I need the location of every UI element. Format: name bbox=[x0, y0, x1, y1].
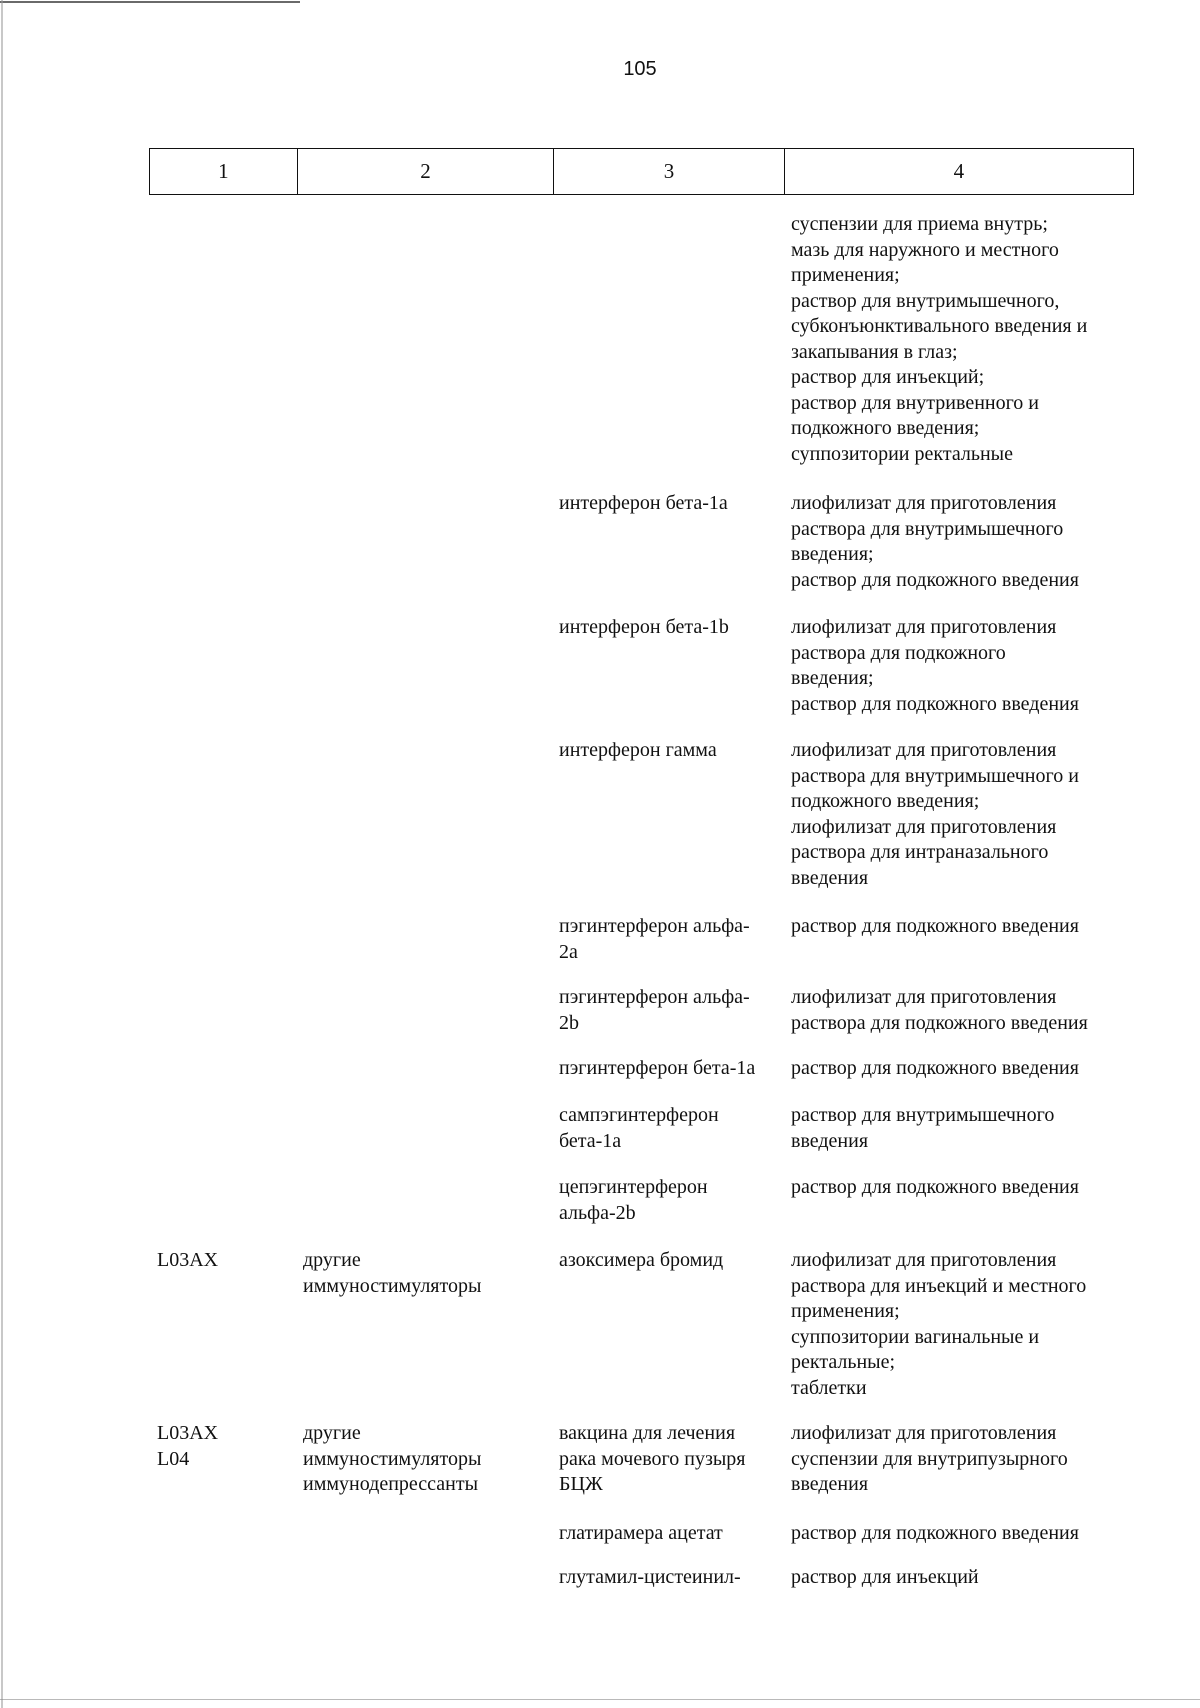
cell-substance bbox=[559, 738, 717, 764]
cell-dosage-forms bbox=[791, 1521, 1079, 1547]
cell-line: бета-1a bbox=[559, 1129, 622, 1152]
cell-line: применения; bbox=[791, 1300, 900, 1322]
cell-line: лиофилизат для приготовления bbox=[791, 616, 1057, 638]
cell-line: применения; bbox=[791, 264, 900, 286]
column-header-2: 2 bbox=[298, 149, 554, 194]
cell-substance bbox=[559, 1056, 755, 1082]
cell-line: раствор для подкожного введения bbox=[791, 1522, 1079, 1544]
cell-line: введения bbox=[791, 1473, 869, 1495]
cell-line: пэгинтерферон альфа- bbox=[559, 915, 750, 937]
cell-line: суспензии для внутрипузырного bbox=[791, 1447, 1068, 1470]
cell-line: альфа-2b bbox=[559, 1201, 636, 1224]
cell-substance bbox=[559, 491, 728, 517]
cell-line: пэгинтерферон бета-1a bbox=[559, 1057, 756, 1079]
cell-dosage-forms bbox=[791, 491, 1079, 593]
cell-line: раствор для подкожного введения bbox=[791, 692, 1079, 715]
cell-dosage-forms bbox=[791, 1565, 979, 1591]
cell-line: субконъюнктивального введения и bbox=[791, 315, 1088, 337]
cell-line: раствор для инъекций bbox=[791, 1566, 979, 1588]
cell-dosage-forms bbox=[791, 1248, 1086, 1401]
cell-line: другие bbox=[303, 1249, 361, 1271]
cell-line: БЦЖ bbox=[559, 1473, 603, 1495]
cell-line: раствора для внутримышечного и bbox=[791, 764, 1079, 787]
cell-line: L03AX bbox=[157, 1249, 219, 1271]
cell-line: азоксимера бромид bbox=[559, 1249, 724, 1271]
cell-dosage-forms bbox=[791, 738, 1079, 891]
cell-line: L04 bbox=[157, 1447, 190, 1470]
cell-line: введения; bbox=[791, 543, 874, 565]
cell-line: раствор для подкожного введения bbox=[791, 568, 1079, 591]
cell-group bbox=[303, 1248, 481, 1299]
cell-line: иммуностимуляторы bbox=[303, 1274, 482, 1297]
scan-edge-left bbox=[1, 0, 3, 1708]
cell-line: лиофилизат для приготовления bbox=[791, 815, 1057, 838]
cell-line: глутамил-цистеинил- bbox=[559, 1566, 741, 1588]
scan-edge-top bbox=[0, 1, 300, 3]
cell-line: суппозитории вагинальные и bbox=[791, 1325, 1040, 1348]
cell-substance bbox=[559, 1421, 746, 1498]
cell-line: лиофилизат для приготовления bbox=[791, 739, 1057, 761]
cell-line: мазь для наружного и местного bbox=[791, 238, 1059, 261]
cell-line: раствора для подкожного bbox=[791, 641, 1006, 664]
cell-dosage-forms bbox=[791, 615, 1079, 717]
cell-line: раствор для инъекций; bbox=[791, 366, 985, 388]
cell-line: L03AX bbox=[157, 1422, 219, 1444]
cell-line: раствор для внутримышечного bbox=[791, 1104, 1055, 1126]
cell-dosage-forms bbox=[791, 914, 1079, 940]
cell-line: сампэгинтерферон bbox=[559, 1104, 719, 1126]
cell-line: иммунодепрессанты bbox=[303, 1473, 479, 1495]
cell-dosage-forms bbox=[791, 1056, 1079, 1082]
cell-line: раствора для инъекций и местного bbox=[791, 1274, 1087, 1297]
cell-line: суппозитории ректальные bbox=[791, 442, 1013, 465]
cell-line: подкожного введения; bbox=[791, 417, 980, 439]
cell-line: раствора для интраназального bbox=[791, 841, 1049, 863]
cell-line: введения; bbox=[791, 667, 874, 689]
cell-line: раствор для внутримышечного, bbox=[791, 289, 1060, 312]
cell-line: интерферон бета-1b bbox=[559, 616, 729, 638]
cell-line: введения bbox=[791, 866, 869, 889]
cell-line: лиофилизат для приготовления bbox=[791, 1422, 1057, 1444]
cell-line: 2b bbox=[559, 1011, 579, 1034]
cell-line: суспензии для приема внутрь; bbox=[791, 213, 1048, 235]
cell-line: подкожного введения; bbox=[791, 790, 980, 812]
cell-line: пэгинтерферон альфа- bbox=[559, 986, 750, 1008]
cell-line: таблетки bbox=[791, 1376, 867, 1399]
cell-line: ректальные; bbox=[791, 1351, 896, 1373]
cell-line: раствор для подкожного введения bbox=[791, 1057, 1079, 1079]
cell-code bbox=[157, 1421, 218, 1472]
cell-line: глатирамера ацетат bbox=[559, 1522, 723, 1544]
cell-line: иммуностимуляторы bbox=[303, 1447, 482, 1470]
cell-line: цепэгинтерферон bbox=[559, 1176, 708, 1198]
cell-dosage-forms bbox=[791, 1175, 1079, 1201]
cell-line: введения bbox=[791, 1129, 869, 1152]
cell-line: 2a bbox=[559, 940, 578, 963]
cell-substance bbox=[559, 1565, 741, 1591]
cell-substance bbox=[559, 1248, 723, 1274]
cell-group bbox=[303, 1421, 481, 1498]
cell-substance bbox=[559, 914, 750, 965]
cell-line: раствора для внутримышечного bbox=[791, 517, 1064, 540]
cell-dosage-forms bbox=[791, 985, 1088, 1036]
cell-substance bbox=[559, 985, 750, 1036]
page-number: 105 bbox=[623, 58, 657, 80]
cell-substance bbox=[559, 615, 729, 641]
cell-line: раствор для подкожного введения bbox=[791, 1176, 1079, 1198]
cell-dosage-forms bbox=[791, 212, 1087, 467]
scan-edge-bottom bbox=[0, 1699, 1200, 1700]
cell-line: вакцина для лечения bbox=[559, 1422, 736, 1444]
cell-line: раствор для внутривенного и bbox=[791, 391, 1040, 414]
cell-substance bbox=[559, 1175, 708, 1226]
cell-dosage-forms bbox=[791, 1421, 1068, 1498]
cell-line: интерферон бета-1a bbox=[559, 492, 728, 514]
column-header-3: 3 bbox=[554, 149, 785, 194]
cell-line: лиофилизат для приготовления bbox=[791, 986, 1057, 1008]
cell-line: закапывания в глаз; bbox=[791, 340, 958, 363]
table-header-row bbox=[149, 148, 1134, 195]
cell-substance bbox=[559, 1521, 723, 1547]
cell-line: рака мочевого пузыря bbox=[559, 1447, 746, 1470]
cell-line: другие bbox=[303, 1422, 361, 1444]
cell-line: раствор для подкожного введения bbox=[791, 915, 1079, 937]
cell-dosage-forms bbox=[791, 1103, 1054, 1154]
cell-line: интерферон гамма bbox=[559, 739, 717, 761]
cell-line: лиофилизат для приготовления bbox=[791, 492, 1057, 514]
cell-code bbox=[157, 1248, 218, 1274]
cell-substance bbox=[559, 1103, 719, 1154]
column-header-1: 1 bbox=[150, 149, 298, 194]
cell-line: раствора для подкожного введения bbox=[791, 1011, 1088, 1034]
column-header-4: 4 bbox=[953, 159, 965, 183]
cell-line: лиофилизат для приготовления bbox=[791, 1249, 1057, 1271]
